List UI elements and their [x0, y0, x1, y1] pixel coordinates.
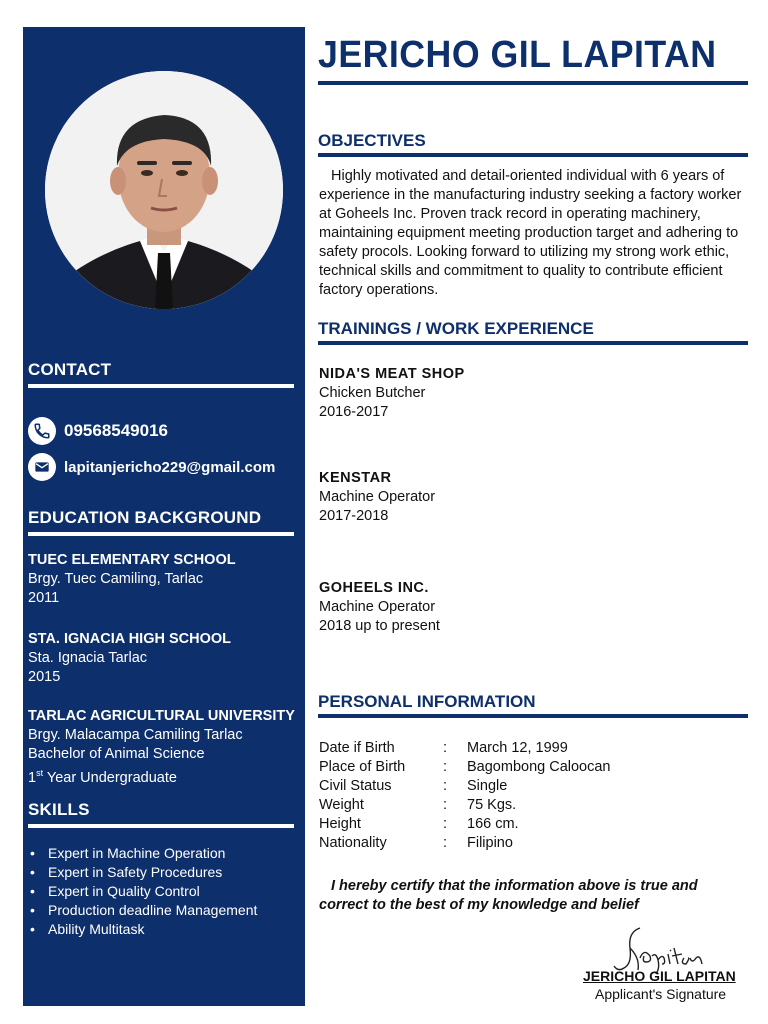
school-address: Brgy. Tuec Camiling, Tarlac	[28, 571, 204, 587]
company-name: KENSTAR	[319, 470, 392, 486]
phone-row	[28, 417, 168, 445]
signature-label: Applicant's Signature	[595, 986, 727, 1002]
info-label: Height	[319, 816, 361, 832]
school-name: STA. IGNACIA HIGH SCHOOL	[28, 631, 231, 647]
signature-block	[580, 918, 750, 1008]
skill-item: • Expert in Machine Operation	[28, 844, 257, 863]
certification-statement: I hereby certify that the information above is true and correct to the best of my knowledge and belief	[319, 878, 698, 913]
job-entry	[319, 579, 440, 636]
info-label: Civil Status	[319, 778, 392, 794]
school-address: Sta. Ignacia Tarlac	[28, 650, 148, 666]
job-years: 2016-2017	[319, 404, 389, 420]
info-row: Weight : 75 Kgs.	[319, 797, 517, 813]
job-years: 2018 up to present	[319, 618, 440, 634]
school-year: 2011	[28, 590, 60, 606]
company-name: NIDA'S MEAT SHOP	[319, 366, 465, 382]
job-entry	[319, 469, 435, 526]
info-row: Place of Birth : Bagombong Caloocan	[319, 759, 611, 775]
info-row: Height : 166 cm.	[319, 816, 519, 832]
phone-number[interactable]: 09568549016	[64, 421, 169, 440]
school-status: 1st Year Undergraduate	[28, 768, 177, 786]
education-divider	[28, 532, 294, 536]
personal-heading: PERSONAL INFORMATION	[318, 692, 536, 711]
contact-divider	[28, 384, 294, 388]
job-years: 2017-2018	[319, 508, 389, 524]
applicant-name: JERICHO GIL LAPITAN	[318, 34, 717, 76]
info-label: Nationality	[319, 835, 387, 851]
education-entry	[28, 630, 231, 687]
objectives-divider	[318, 153, 748, 157]
objectives-heading: OBJECTIVES	[318, 131, 426, 150]
skills-heading: SKILLS	[28, 800, 90, 819]
info-label: Date if Birth	[319, 740, 395, 756]
skills-divider	[28, 824, 294, 828]
info-label: Place of Birth	[319, 759, 406, 775]
course-name: Bachelor of Animal Science	[28, 746, 205, 762]
skill-item: • Expert in Safety Procedures	[28, 863, 257, 882]
phone-icon	[28, 417, 56, 445]
profile-photo	[45, 71, 283, 309]
company-name: GOHEELS INC.	[319, 580, 429, 596]
school-address: Brgy. Malacampa Camiling Tarlac	[28, 727, 243, 743]
info-value: Filipino	[467, 835, 513, 851]
objectives-text: Highly motivated and detail-oriented individual with 6 years of experience in the manufacturing industry seeking a factory worker at Goheels Inc. Proven track record in operating machinery, maintaining equipment meeting production target and adhering to safety procols. Looking forward to utilizing my strong work ethic, technical skills and commitment to quality to contribute efficient factory operations.	[319, 168, 742, 298]
info-value: 75 Kgs.	[467, 797, 517, 813]
name-divider	[318, 81, 748, 85]
education-entry	[28, 551, 236, 608]
info-row: Civil Status : Single	[319, 778, 508, 794]
info-value: March 12, 1999	[467, 740, 568, 756]
signature-name: JERICHO GIL LAPITAN	[583, 968, 736, 984]
info-value: Single	[467, 778, 508, 794]
personal-info-table	[319, 739, 611, 853]
school-name: TARLAC AGRICULTURAL UNIVERSITY	[28, 708, 295, 724]
job-entry	[319, 365, 465, 422]
email-row	[28, 453, 275, 481]
skill-item: • Production deadline Management	[28, 901, 257, 920]
experience-divider	[318, 341, 748, 345]
contact-heading: CONTACT	[28, 360, 112, 379]
job-role: Machine Operator	[319, 599, 436, 615]
email-address[interactable]: lapitanjericho229@gmail.com	[64, 458, 276, 476]
info-label: Weight	[319, 797, 364, 813]
email-icon	[28, 453, 56, 481]
skills-list	[28, 844, 257, 939]
education-entry	[28, 707, 295, 788]
info-row: Nationality : Filipino	[319, 835, 513, 851]
school-name: TUEC ELEMENTARY SCHOOL	[28, 552, 236, 568]
experience-heading: TRAININGS / WORK EXPERIENCE	[318, 319, 594, 338]
job-role: Chicken Butcher	[319, 385, 426, 401]
info-value: Bagombong Caloocan	[467, 759, 611, 775]
info-value: 166 cm.	[467, 816, 519, 832]
job-role: Machine Operator	[319, 489, 436, 505]
sidebar	[23, 27, 305, 1006]
school-year: 2015	[28, 669, 61, 685]
info-row: Date if Birth : March 12, 1999	[319, 740, 568, 756]
skill-item: • Expert in Quality Control	[28, 882, 257, 901]
skill-item: • Ability Multitask	[28, 920, 257, 939]
personal-divider	[318, 714, 748, 718]
education-heading: EDUCATION BACKGROUND	[28, 508, 262, 527]
